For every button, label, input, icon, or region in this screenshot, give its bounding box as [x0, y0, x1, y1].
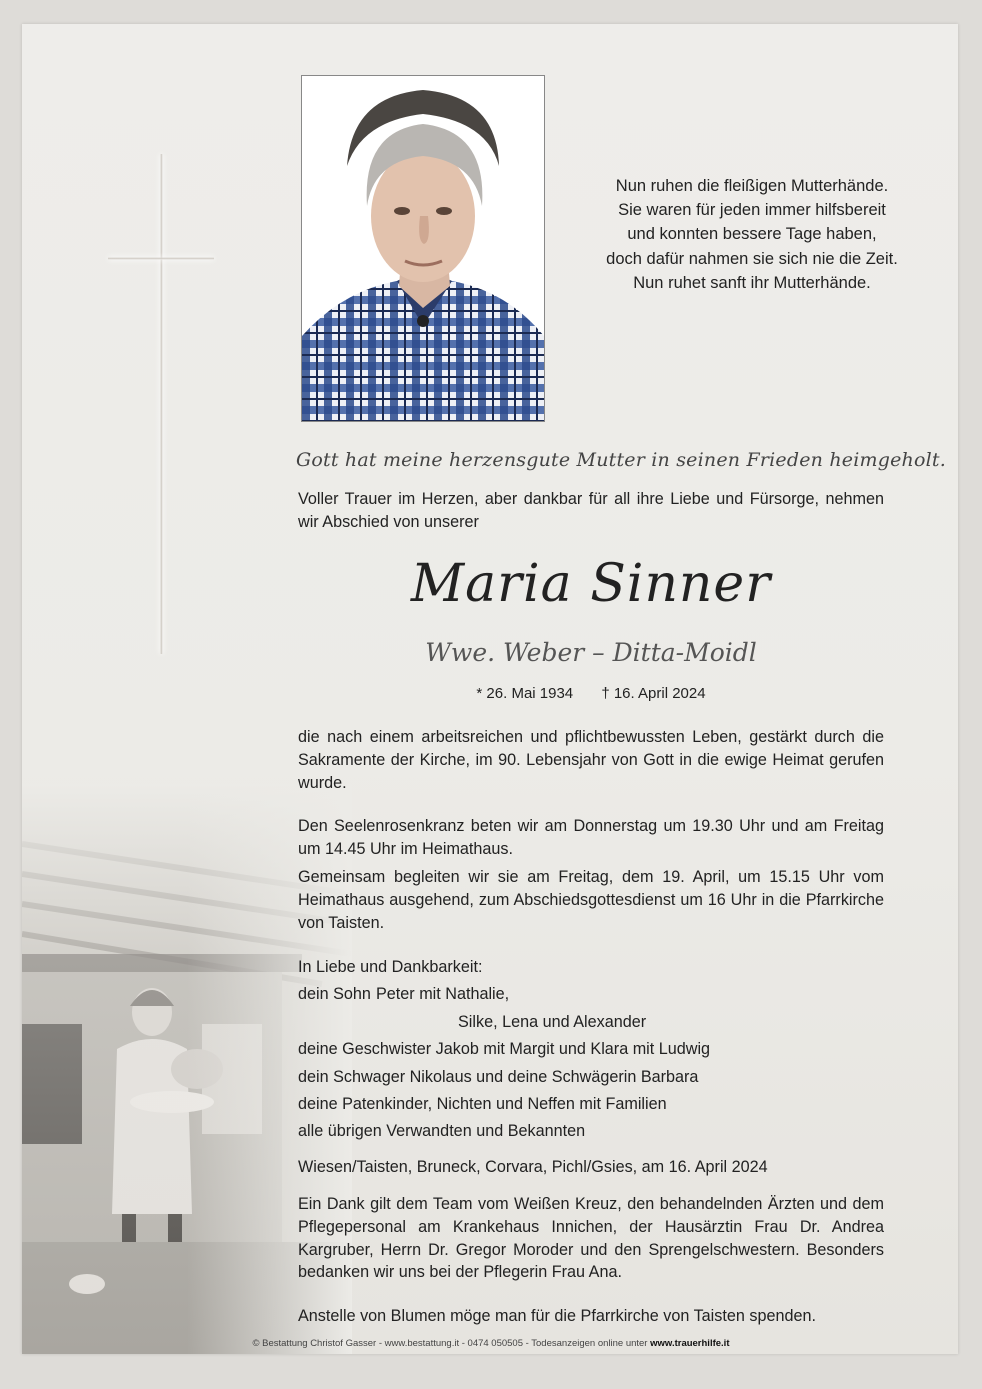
portrait-illustration: [302, 76, 544, 421]
portrait-photo: [301, 75, 545, 422]
birth-date: * 26. Mai 1934: [476, 685, 574, 702]
family-siblings: deine Geschwister Jakob mit Margit und Klara mit Ludwig: [298, 1040, 711, 1059]
son-label: dein Sohn: [298, 985, 371, 1004]
death-date: † 16. April 2024: [601, 685, 706, 702]
family-in-laws: dein Schwager Nikolaus und deine Schwägerin Barbara: [298, 1067, 699, 1086]
family-son-row: [298, 981, 710, 1008]
footer-text: © Bestattung Christof Gasser - www.bestattung.it - 0474 050505 - Todesanzeigen online unter: [252, 1338, 651, 1349]
rosary-paragraph: Den Seelenrosenkranz beten wir am Donnerstag um 19.30 Uhr und am Freitag um 14.45 Uhr im Heimathaus.: [298, 817, 884, 858]
poem-line: Nun ruhet sanft ihr Mutterhände.: [633, 273, 871, 292]
flowers-note: Anstelle von Blumen möge man für die Pfarrkirche von Taisten spenden.: [298, 1307, 816, 1325]
life-dates: [298, 685, 884, 702]
footer: [0, 1338, 982, 1349]
footer-link[interactable]: www.trauerhilfe.it: [650, 1338, 730, 1349]
deceased-name: Maria Sinner: [410, 554, 772, 614]
family-others: alle übrigen Verwandten und Bekannten: [298, 1122, 586, 1141]
family-list: [298, 954, 710, 1146]
obituary-card: [22, 24, 958, 1354]
poem-line: und konnten bessere Tage haben,: [627, 225, 877, 244]
son-line-1: Peter mit Nathalie,: [376, 985, 510, 1004]
poem-line: doch dafür nahmen sie sich nie die Zeit.: [606, 249, 898, 268]
family-heading: In Liebe und Dankbarkeit:: [298, 958, 483, 976]
deceased-alias: Wwe. Weber – Ditta-Moidl: [425, 638, 757, 667]
thanks-paragraph: Ein Dank gilt dem Team vom Weißen Kreuz, den behandelnden Ärzten und dem Pflegepersonal am Krankehaus Innichen, der Hausärztin Frau Dr. Andrea Kargruber, Herrn Dr. Gregor Moroder und den Sprengelschwestern. Besonders bedanken wir uns bei der Pflegerin Frau Ana.: [298, 1195, 884, 1282]
poem: [562, 174, 942, 295]
cross-icon-vertical: [160, 154, 163, 654]
place-date: Wiesen/Taisten, Bruneck, Corvara, Pichl/Gsies, am 16. April 2024: [298, 1158, 768, 1176]
intro-text: Voller Trauer im Herzen, aber dankbar für all ihre Liebe und Fürsorge, nehmen wir Abschied von unserer: [298, 490, 884, 531]
intro-script-line: Gott hat meine herzensgute Mutter in seinen Frieden heimgeholt.: [296, 449, 946, 471]
poem-line: Sie waren für jeden immer hilfsbereit: [618, 201, 886, 220]
life-paragraph: die nach einem arbeitsreichen und pflichtbewussten Leben, gestärkt durch die Sakramente der Kirche, im 90. Lebensjahr von Gott in die ewige Heimat gerufen wurde.: [298, 728, 884, 792]
funeral-paragraph: Gemeinsam begleiten wir sie am Freitag, dem 19. April, um 15.15 Uhr vom Heimathaus ausgehend, zum Abschiedsgottesdienst um 16 Uhr in die Pfarrkirche von Taisten.: [298, 868, 884, 932]
poem-line: Nun ruhen die fleißigen Mutterhände.: [615, 177, 889, 195]
family-godchildren: deine Patenkinder, Nichten und Neffen mit Familien: [298, 1095, 667, 1114]
son-line-2: Silke, Lena und Alexander: [458, 1012, 647, 1031]
cross-icon-horizontal: [108, 257, 214, 260]
